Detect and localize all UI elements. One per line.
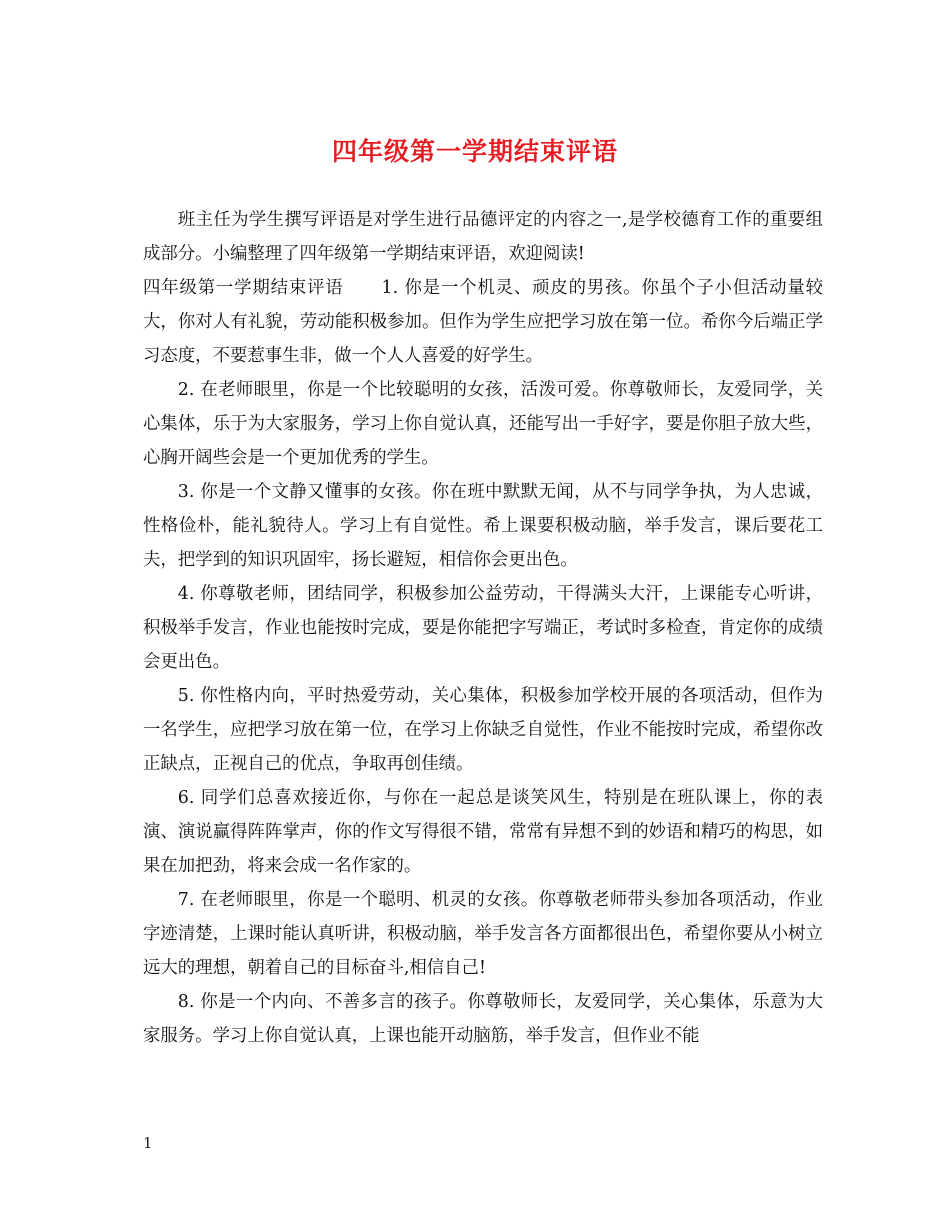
comment-text-1: 1. 你是一个机灵、顽皮的男孩。你虽个子小但活动量较大，你对人有礼貌，劳动能积极参加。但作为学生应把学习放在第一位。希你今后端正学习态度，不要惹事生非，做一个人人喜爱的好学生。: [143, 278, 823, 366]
comment-paragraph-6: 6. 同学们总喜欢接近你，与你在一起总是谈笑风生，特别是在班队课上，你的表演、演说赢得阵阵掌声，你的作文写得很不错，常常有异想不到的妙语和精巧的构思，如果在加把劲，将来会成一名作家的。: [143, 788, 823, 876]
page-number: 1: [143, 1134, 153, 1152]
comment-paragraph-2: 2. 在老师眼里，你是一个比较聪明的女孩，活泼可爱。你尊敬师长，友爱同学，关心集体，乐于为大家服务，学习上你自觉认真，还能写出一手好字，要是你胆子放大些，心胸开阔些会是一个更加优秀的学生。: [143, 380, 823, 468]
document-body: [143, 203, 823, 1053]
comment-paragraph-1: [143, 271, 823, 373]
comment-paragraph-5: 5. 你性格内向，平时热爱劳动，关心集体，积极参加学校开展的各项活动，但作为一名学生，应把学习放在第一位，在学习上你缺乏自觉性，作业不能按时完成，希望你改正缺点，正视自己的优点，争取再创佳绩。: [143, 686, 823, 774]
comment-paragraph-7: 7. 在老师眼里，你是一个聪明、机灵的女孩。你尊敬老师带头参加各项活动，作业字迹清楚，上课时能认真听讲，积极动脑，举手发言各方面都很出色，希望你要从小树立远大的理想，朝着自己的目标奋斗,相信自己!: [143, 890, 823, 978]
section-heading: 四年级第一学期结束评语: [143, 278, 344, 298]
intro-paragraph: 班主任为学生撰写评语是对学生进行品德评定的内容之一,是学校德育工作的重要组成部分。小编整理了四年级第一学期结束评语，欢迎阅读!: [143, 210, 823, 264]
comment-paragraph-4: 4. 你尊敬老师，团结同学，积极参加公益劳动，干得满头大汗，上课能专心听讲，积极举手发言，作业也能按时完成，要是你能把字写端正，考试时多检查，肯定你的成绩会更出色。: [143, 584, 823, 672]
comment-paragraph-3: 3. 你是一个文静又懂事的女孩。你在班中默默无闻，从不与同学争执，为人忠诚，性格俭朴，能礼貌待人。学习上有自觉性。希上课要积极动脑，举手发言，课后要花工夫，把学到的知识巩固牢，扬长避短，相信你会更出色。: [143, 482, 823, 570]
page-title: 四年级第一学期结束评语: [331, 137, 618, 166]
comment-paragraph-8: 8. 你是一个内向、不善多言的孩子。你尊敬师长，友爱同学，关心集体，乐意为大家服务。学习上你自觉认真，上课也能开动脑筋，举手发言，但作业不能: [143, 992, 823, 1046]
